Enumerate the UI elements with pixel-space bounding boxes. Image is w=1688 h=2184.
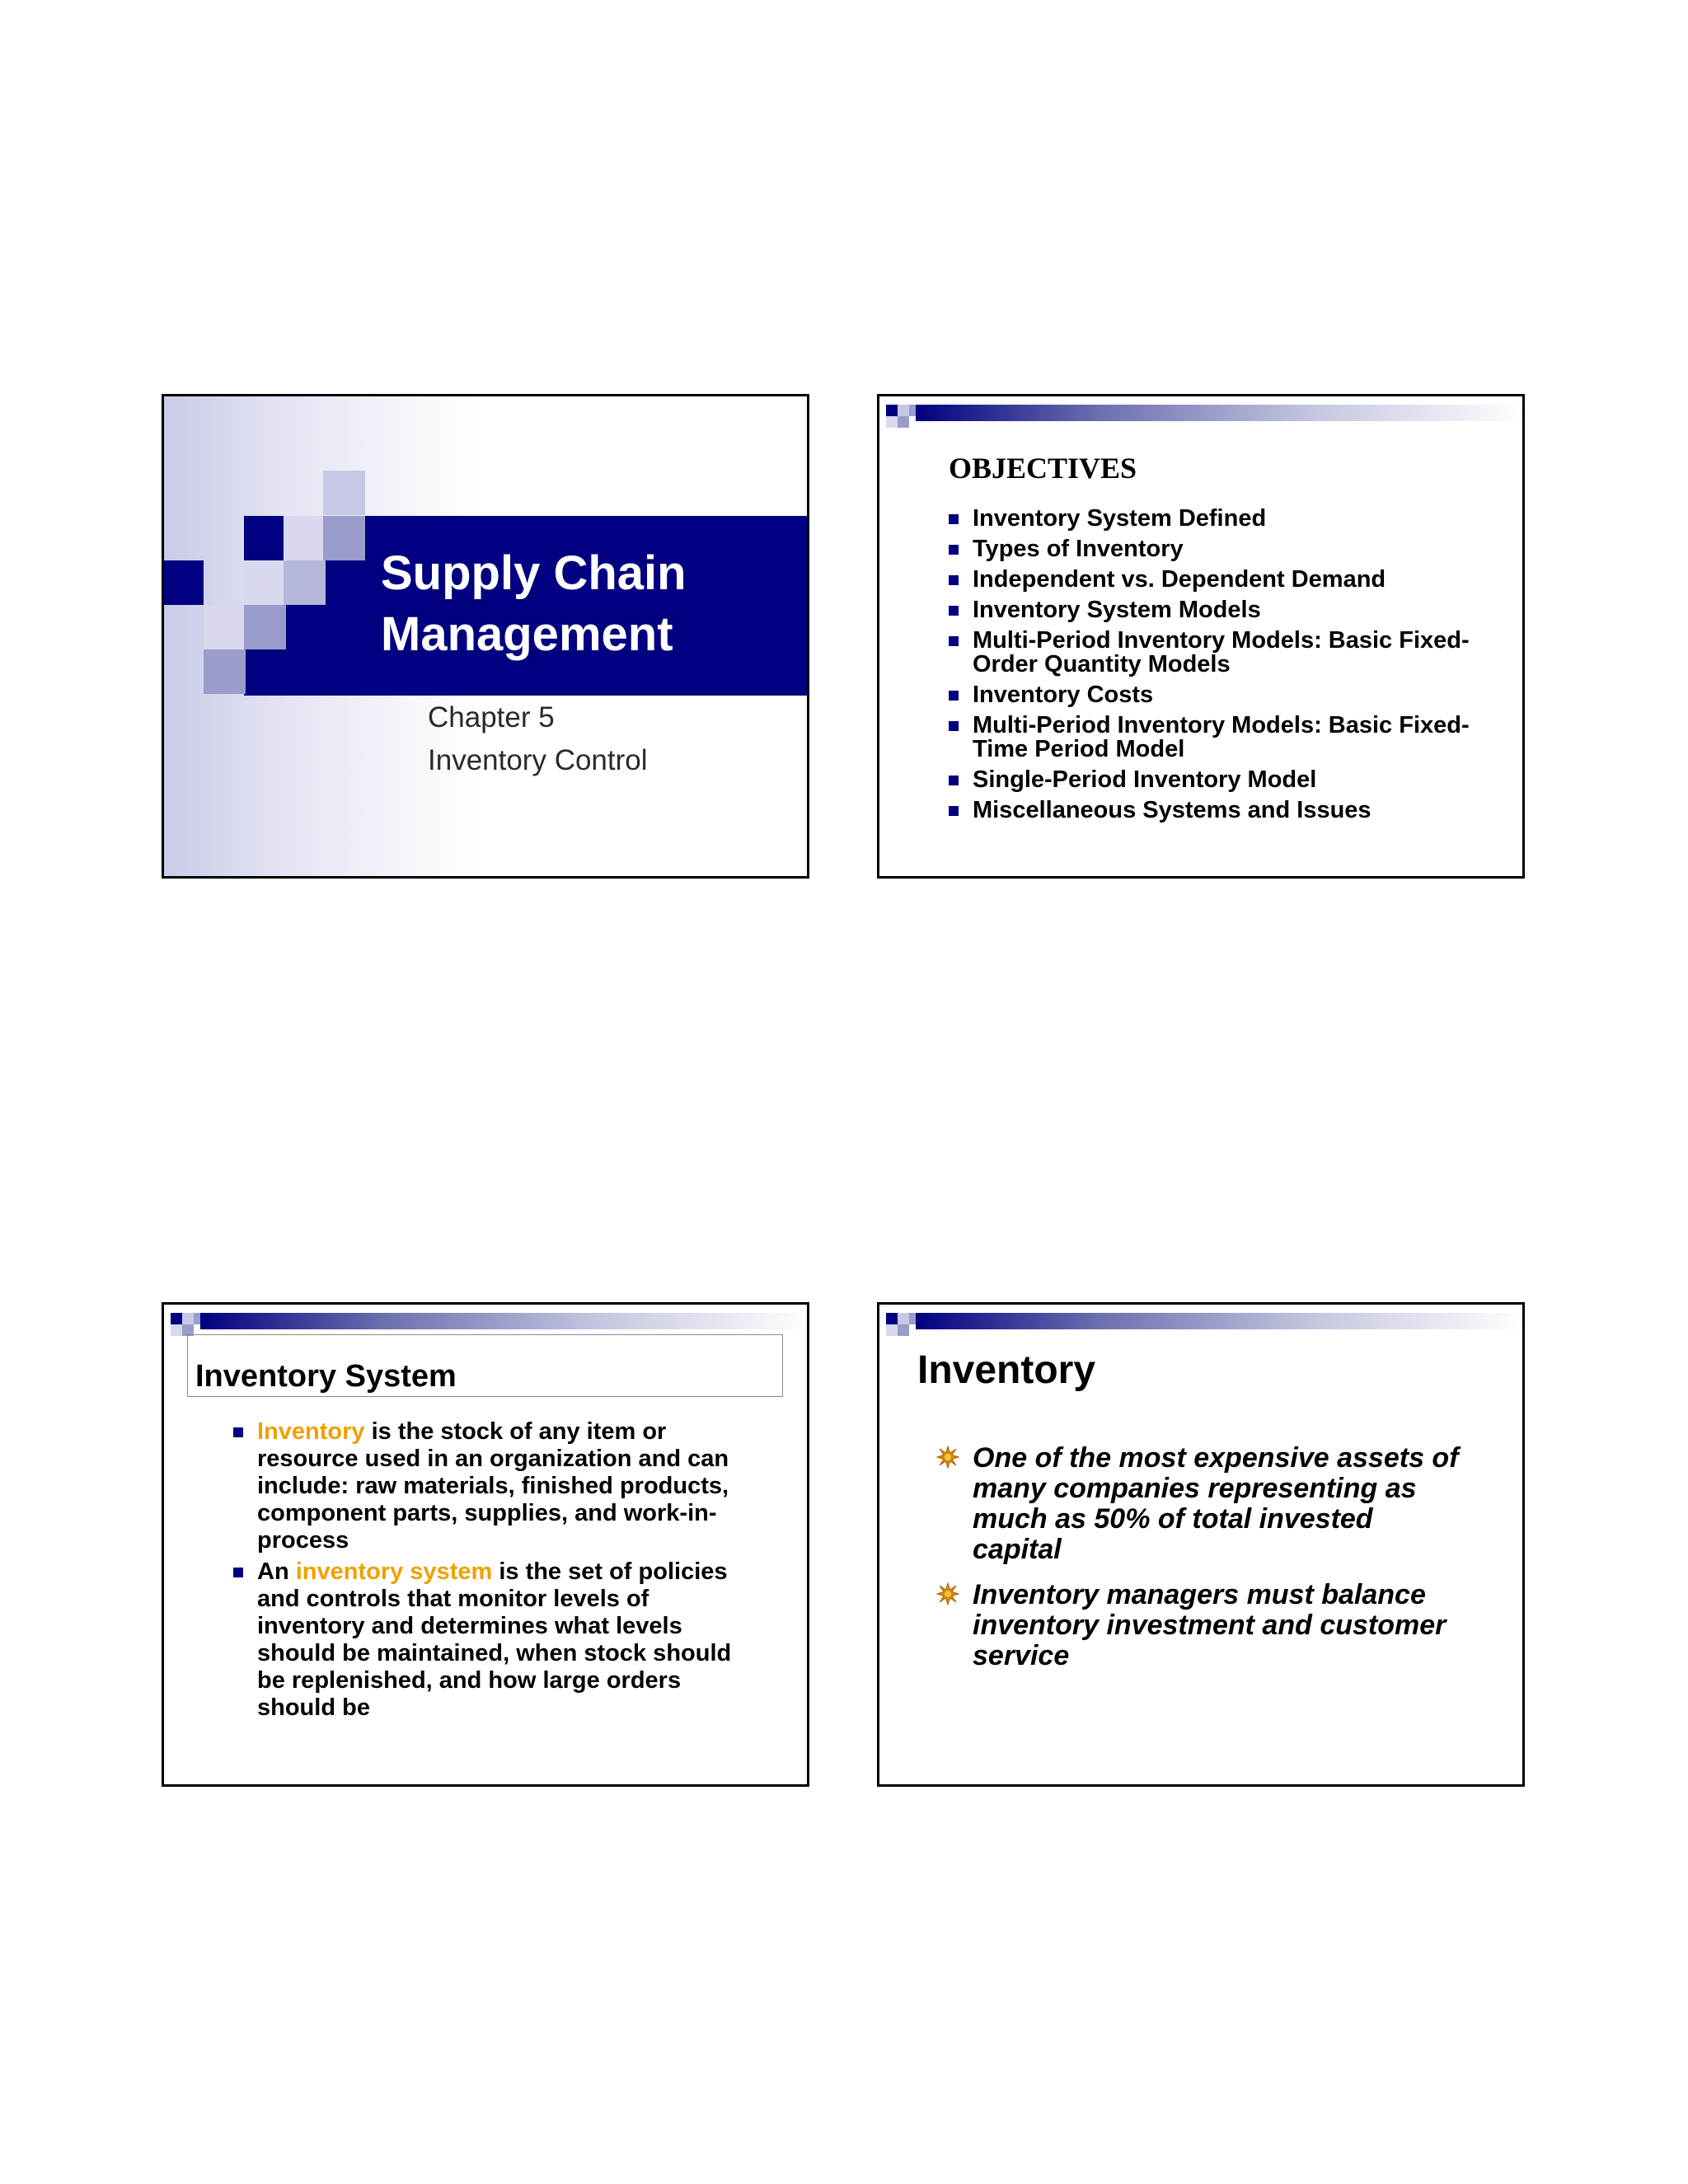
list-item xyxy=(257,1558,752,1722)
objectives-heading: OBJECTIVES xyxy=(949,452,1137,485)
starburst-bullet-icon xyxy=(936,1582,959,1605)
highlight-term: inventory system xyxy=(295,1558,493,1585)
decor-square xyxy=(284,516,326,560)
list-item: Independent vs. Dependent Demand xyxy=(973,568,1508,592)
header-square xyxy=(171,1313,182,1324)
decor-square xyxy=(284,560,326,605)
slide-title xyxy=(162,394,809,879)
point-text: One of the most expensive assets of many companies representing as much as 50% of total invested capital xyxy=(973,1442,1459,1565)
chapter-subtitle: Inventory Control xyxy=(428,744,648,776)
slide-inventory-system xyxy=(162,1302,809,1787)
header-bar xyxy=(200,1313,809,1329)
header-square xyxy=(171,1324,182,1336)
header-square xyxy=(886,1324,898,1336)
header-square xyxy=(886,405,898,416)
slide-heading: Inventory xyxy=(917,1348,1096,1392)
list-item: Inventory System Models xyxy=(973,598,1508,622)
objectives-list xyxy=(973,507,1508,829)
point-text: Inventory managers must balance inventory investment and customer service xyxy=(973,1579,1447,1671)
list-item xyxy=(973,1580,1467,1671)
highlight-term: Inventory xyxy=(257,1418,365,1445)
header-bar xyxy=(916,1313,1525,1329)
decor-square xyxy=(323,516,365,560)
decor-square xyxy=(204,649,246,694)
decor-square xyxy=(244,560,286,605)
definition-text: is the set of policies and controls that monitor levels of inventory and determines what levels should be maintained, when stock should be replenished, and how large orders should be xyxy=(257,1558,732,1721)
definition-text: is the stock of any item or resource used in an organization and can include: raw materials, finished products, component parts, supplies, and work-in-process xyxy=(257,1418,729,1554)
slide-inventory xyxy=(877,1302,1525,1787)
starburst-bullet-icon xyxy=(936,1446,959,1469)
list-item xyxy=(257,1418,752,1554)
slide-heading: Inventory System xyxy=(195,1359,457,1394)
header-square xyxy=(898,1313,909,1324)
list-item: Inventory System Defined xyxy=(973,507,1508,531)
list-item: Miscellaneous Systems and Issues xyxy=(973,799,1508,823)
header-square xyxy=(898,1324,909,1336)
inventory-points-list xyxy=(973,1443,1467,1686)
list-item: Multi-Period Inventory Models: Basic Fixed-Time Period Model xyxy=(973,714,1508,762)
decor-square xyxy=(164,560,204,605)
definition-list xyxy=(257,1418,752,1726)
list-item: Types of Inventory xyxy=(973,537,1508,561)
definition-prefix: An xyxy=(257,1558,296,1585)
decor-square xyxy=(323,471,365,515)
header-square xyxy=(898,405,909,416)
header-square xyxy=(182,1313,194,1324)
decor-square xyxy=(204,605,246,649)
header-bar xyxy=(916,405,1525,421)
decor-square xyxy=(244,605,286,649)
header-square xyxy=(886,416,898,428)
list-item: Single-Period Inventory Model xyxy=(973,768,1508,792)
list-item: Inventory Costs xyxy=(973,683,1508,707)
header-square xyxy=(898,416,909,428)
list-item: Multi-Period Inventory Models: Basic Fixed-Order Quantity Models xyxy=(973,629,1508,677)
list-item xyxy=(973,1443,1467,1565)
slide-objectives xyxy=(877,394,1525,879)
header-square xyxy=(886,1313,898,1324)
chapter-label: Chapter 5 xyxy=(428,701,555,733)
slide-main-title: Supply Chain Management xyxy=(381,546,687,661)
